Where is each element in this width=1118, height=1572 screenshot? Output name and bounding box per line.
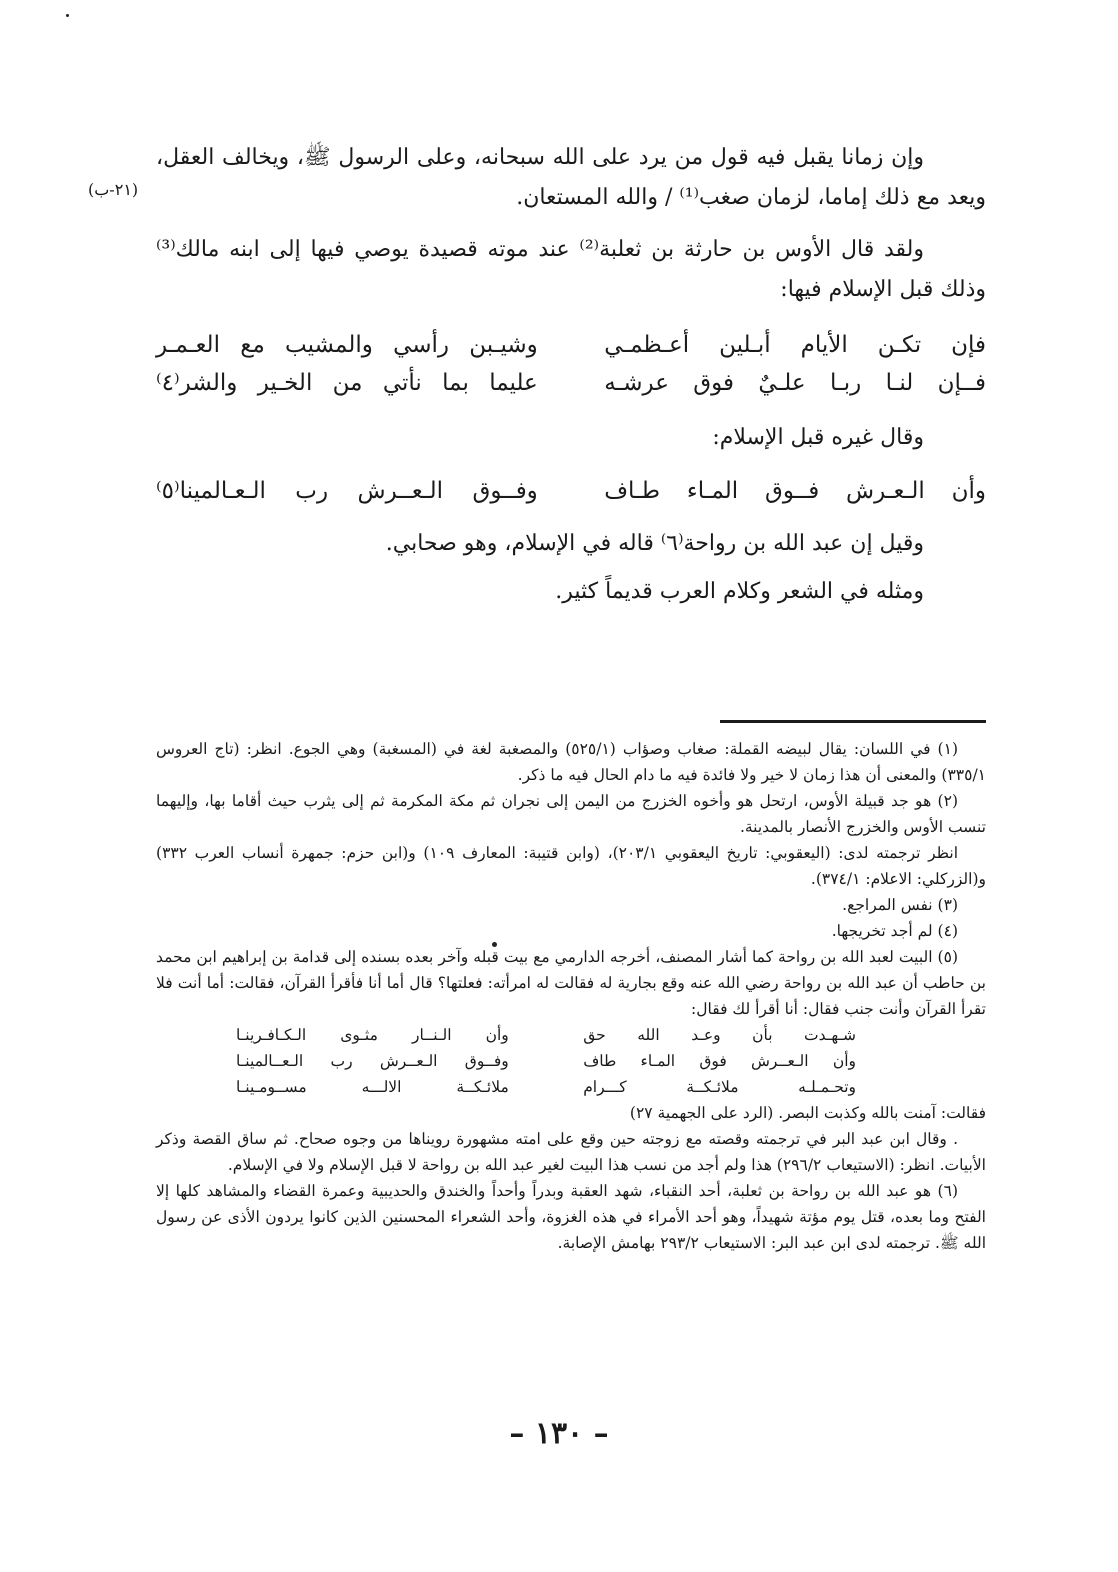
footnote-1: (١) في اللسان: يقال لبيضه القملة: صغاب وصؤاب (٥٢٥/١) والمصغبة لغة في (المسغبة) وهي الجوع. انظر: (تاج العروس ٣٣٥/١) والمعنى أن هذا زمان لا خير ولا فائدة فيه ما دام الحال فيه ما ذكر.	[156, 740, 986, 784]
footnote-verse-line	[236, 1022, 856, 1048]
verse-hemistich-right: وأن الـعــرش فوق المـاء طاف	[583, 1052, 856, 1070]
footnote-verse-line	[236, 1048, 856, 1074]
poem-2	[156, 472, 986, 510]
footnote-6: (٦) هو عبد الله بن رواحة بن ثعلبة، أحد النقباء، شهد العقبة وبدراً وأحداً والخندق والحديبية وعمرة القضاء والمشاهد كلها إلا الفتح وما بعده، قتل يوم مؤتة شهيداً، وهو أحد الأمراء في هذه الغزوة، وأحد الشعراء المحسنين الذين كانوا يردون الأذى عن رسول الله ﷺ. ترجمته لدى ابن عبد البر: الاستيعاب ٢٩٣/٢ بهامش الإصابة.	[156, 1182, 986, 1252]
verse-hemistich-right: شـهـدت بأن وعـد الله حق	[583, 1026, 856, 1044]
verse-line	[156, 364, 986, 402]
text-before-verse-2	[156, 418, 986, 458]
verse-hemistich-left: وفــوق الـعــرش رب الـعـالمينا⁽٥⁾	[156, 478, 538, 504]
footnote-2: (٢) هو جد قبيلة الأوس، ارتحل هو وأخوه الخزرج من اليمن إلى نجران ثم مكة المكرمة ثم إلى يثرب حيث أقاما بها، وإليهما تنسب الأوس والخزرج الأنصار بالمدينة.	[156, 792, 986, 836]
verse-hemistich-left: ملائـكــة الالـــه مســومـينـا	[236, 1078, 509, 1096]
paragraph-2: ولقد قال الأوس بن حارثة بن ثعلبة⁽²⁾ عند موته قصيدة يوصي فيها إلى ابنه مالك⁽³⁾ وذلك قبل الإسلام فيها:	[156, 237, 986, 302]
footnote-4: (٤) لم أجد تخريجها.	[831, 922, 958, 940]
verse-hemistich-left: وفــوق الـعــرش رب الـعــالمينـا	[236, 1052, 509, 1070]
page-number: – ١٣٠ –	[509, 1416, 609, 1451]
closing-text-block	[156, 524, 986, 612]
footnote-5-continued: . وقال ابن عبد البر في ترجمته وقصته مع زوجته حين وقع على امته مشهورة رويناها من وجوه صحاح. ثم ساق القصة وذكر الأبيات. انظر: (الاستيعاب ٢٩٦/٢) هذا ولم أجد من نسب هذا البيت لغير عبد الله بن رواحة لا قبل الإسلام ولا في الإسلام.	[156, 1130, 986, 1174]
paragraph-1: وإن زمانا يقبل فيه قول من يرد على الله سبحانه، وعلى الرسول ﷺ، ويخالف العقل، ويعد مع ذلك إماما، لزمان صغب⁽¹⁾ / والله المستعان.	[156, 145, 986, 210]
footnote-5-poem	[236, 1022, 856, 1100]
footnote-2-references: انظر ترجمته لدى: (اليعقوبي: تاريخ اليعقوبي ٢٠٣/١)، (وابن قتيبة: المعارف ١٠٩) و(ابن حزم: جمهرة أنساب العرب ٣٣٢) و(الزركلي: الاعلام: ٣٧٤/١).	[156, 844, 986, 888]
paragraph-3: وقال غيره قبل الإسلام:	[712, 425, 924, 450]
main-text-block	[156, 138, 986, 310]
verse-line	[156, 472, 986, 510]
footnote-3: (٣) نفس المراجع.	[842, 896, 958, 914]
footnote-separator	[720, 720, 986, 723]
verse-hemistich-right: فــإن لنـا ربـا علـيٌ فوق عرشـه	[604, 370, 986, 396]
poem-1	[156, 326, 986, 402]
scan-speck	[492, 942, 497, 947]
footnote-verse-line	[236, 1074, 856, 1100]
scan-speck	[66, 14, 69, 17]
verse-hemistich-left: وشيـبن رأسي والمشيب مع العـمـر	[156, 332, 538, 358]
paragraph-4: وقيل إن عبد الله بن رواحة⁽٦⁾ قاله في الإسلام، وهو صحابي.	[385, 531, 924, 556]
footnotes-block	[156, 736, 986, 1256]
manuscript-folio-note: (٢١-ب)	[88, 180, 139, 199]
verse-hemistich-left: وأن الـنــار مثـوى الـكـافـرينـا	[236, 1026, 509, 1044]
verse-hemistich-right: وأن الـعـرش فــوق المـاء طـاف	[604, 478, 986, 504]
verse-line	[156, 326, 986, 364]
footnote-5-quote: فقالت: آمنت بالله وكذبت البصر. (الرد على الجهمية ٢٧)	[629, 1104, 986, 1122]
verse-hemistich-left: عليما بما نأتي من الخـير والشر⁽٤⁾	[156, 370, 538, 396]
paragraph-5: ومثله في الشعر وكلام العرب قديماً كثير.	[555, 579, 924, 604]
verse-hemistich-right: فإن تكـن الأيام أبـلين أعـظمـي	[604, 332, 986, 358]
verse-hemistich-right: وتحـمـلـه ملائـكــة كـــرام	[583, 1078, 856, 1096]
footnote-5: (٥) البيت لعبد الله بن رواحة كما أشار المصنف، أخرجه الدارمي مع بيت قبله وآخر بعده بسنده إلى قدامة بن إبراهيم ابن محمد بن حاطب أن عبد الله بن رواحة رضي الله عنه وقع بجارية له فقالت له امرأته: فعلتها؟ قال أما أنا فأقرأ القرآن، فقالت: أما أنت فلا تقرأ القرآن وأنت جنب فقال: أنا أقرأ لك فقال:	[156, 948, 986, 1018]
